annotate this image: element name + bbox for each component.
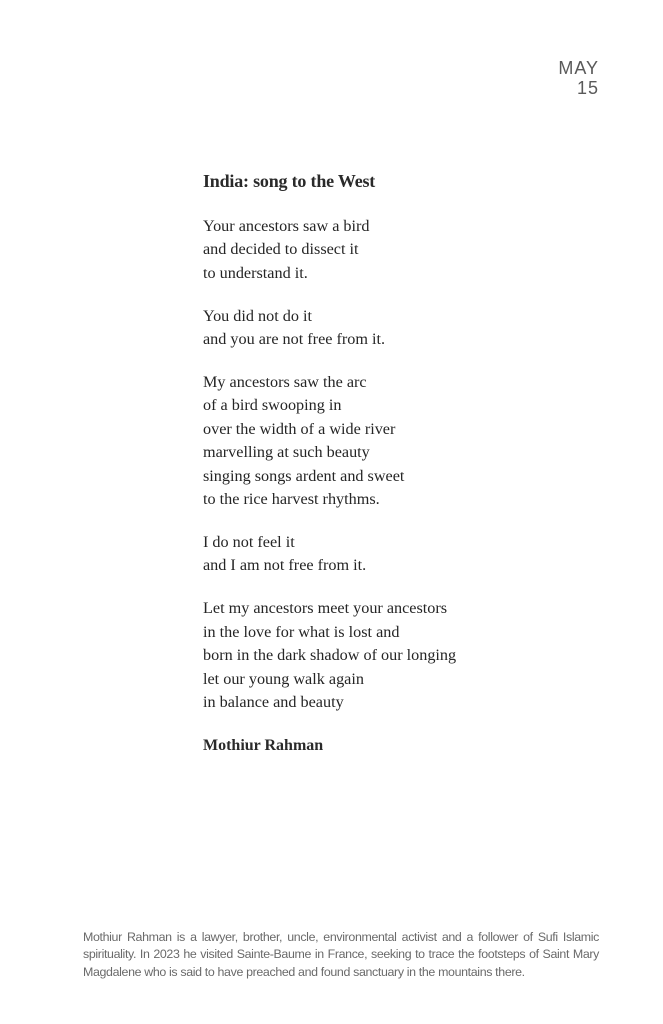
date-month: MAY xyxy=(558,58,599,78)
stanza-3 xyxy=(203,371,603,511)
stanza-2 xyxy=(203,305,603,352)
poem-line: over the width of a wide river xyxy=(203,419,396,438)
poem-line: You did not do it xyxy=(203,306,312,325)
stanza-1 xyxy=(203,215,603,285)
stanza-5 xyxy=(203,597,603,714)
poem-line: My ancestors saw the arc xyxy=(203,373,367,392)
poem-line: in the love for what is lost and xyxy=(203,622,400,641)
poem-title: India: song to the West xyxy=(203,171,376,191)
poem-line: to the rice harvest rhythms. xyxy=(203,490,380,509)
poem-line: marvelling at such beauty xyxy=(203,443,370,462)
poem-line: singing songs ardent and sweet xyxy=(203,466,405,485)
date-day: 15 xyxy=(576,78,599,98)
poem-line: to understand it. xyxy=(203,263,308,282)
author-bio: Mothiur Rahman is a lawyer, brother, uncle, environmental activist and a follower of Sufi Islamic spirituality. In 2023 he visited Sainte-Baume in France, seeking to trace the footsteps of Saint Mary Magdalene who is said to have preached and found sanctuary in the mountains there. xyxy=(83,930,599,979)
poem-line: Your ancestors saw a bird xyxy=(203,217,370,235)
poem-line: born in the dark shadow of our longing xyxy=(203,646,457,665)
poem-line: Let my ancestors meet your ancestors xyxy=(203,599,448,618)
stanza-4 xyxy=(203,531,603,578)
poem-line: I do not feel it xyxy=(203,532,295,551)
poem-line: let our young walk again xyxy=(203,669,364,688)
poem-line: in balance and beauty xyxy=(203,692,344,711)
poem-author: Mothiur Rahman xyxy=(203,737,324,755)
poem-line: and decided to dissect it xyxy=(203,240,359,259)
date-marker xyxy=(558,58,599,98)
poem xyxy=(203,169,603,758)
poem-line: of a bird swooping in xyxy=(203,396,342,415)
poem-line: and I am not free from it. xyxy=(203,556,367,575)
poem-line: and you are not free from it. xyxy=(203,330,386,349)
